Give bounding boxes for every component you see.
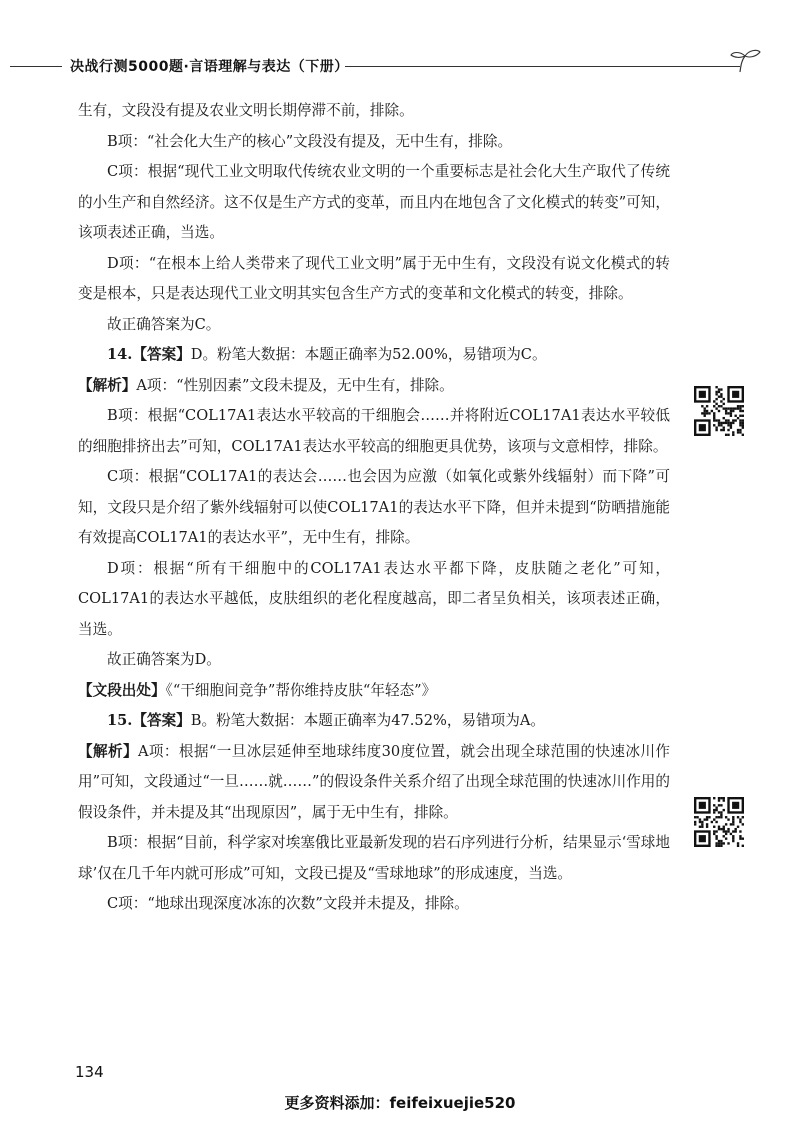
qr-code-icon[interactable] (694, 386, 744, 436)
footer-note: 更多资料添加：feifeixuejie520 (284, 1094, 516, 1112)
answer-explanation-body (78, 96, 670, 920)
paragraph: B项：根据“目前，科学家对埃塞俄比亚最新发现的岩石序列进行分析，结果显示‘雪球地球’仅在几千年内就可形成”可知，文段已提及“雪球地球”的形成速度，当选。 (78, 834, 670, 882)
running-header (0, 48, 800, 78)
source-heading: 【文段出处】《“干细胞间竞争”帮你维持皮肤“年轻态”》 (78, 681, 437, 699)
paragraph: C项：根据“现代工业文明取代传统农业文明的一个重要标志是社会化大生产取代了传统的小生产和自然经济。这不仅是生产方式的变革，而且内在地包含了文化模式的转变”可知，该项表述正确，当选。 (78, 163, 670, 241)
paragraph: C项：根据“COL17A1的表达会……也会因为应激（如氧化或紫外线辐射）而下降”可知，文段只是介绍了紫外线辐射可以使COL17A1的表达水平下降，但并未提到“防晒措施能有效提高COL17A1的表达水平”，无中生有，排除。 (78, 468, 670, 546)
paragraph: B项：“社会化大生产的核心”文段没有提及，无中生有，排除。 (107, 132, 513, 150)
header-rule-left (10, 66, 62, 67)
answer-heading: 14.【答案】D。粉笔大数据：本题正确率为52.00%，易错项为C。 (107, 346, 547, 363)
answer-heading: 15.【答案】B。粉笔大数据：本题正确率为47.52%，易错项为A。 (107, 712, 545, 729)
paragraph: C项：“地球出现深度冰冻的次数”文段并未提及，排除。 (107, 895, 469, 912)
analysis-heading: 【解析】A项：根据“一旦冰层延伸至地球纬度30度位置，就会出现全球范围的快速冰川作用”可知，文段通过“一旦……就……”的假设条件关系介绍了出现全球范围的快速冰川作用的假设条件，并未提及其“出现原因”，属于无中生有，排除。 (78, 742, 670, 821)
analysis-tag: 【解析】 (78, 742, 138, 760)
paragraph: D项：“在根本上给人类带来了现代工业文明”属于无中生有，文段没有说文化模式的转变是根本，只是表达现代工业文明其实包含生产方式的变革和文化模式的转变，排除。 (78, 254, 670, 302)
paragraph: B项：根据“COL17A1表达水平较高的干细胞会……并将附近COL17A1表达水平较低的细胞排挤出去”可知，COL17A1表达水平较高的细胞更具优势，该项与文意相悖，排除。 (78, 407, 670, 455)
page-number: 134 (75, 1063, 104, 1081)
analysis-tag: 【解析】 (78, 376, 137, 394)
qr-code-icon[interactable] (694, 797, 744, 847)
header-rule-right (345, 66, 740, 67)
answer-tag: 15.【答案】 (107, 712, 191, 729)
paragraph: 生有，文段没有提及农业文明长期停滞不前，排除。 (78, 102, 414, 119)
source-tag: 【文段出处】 (78, 681, 166, 699)
paragraph: D项：根据“所有干细胞中的COL17A1表达水平都下降，皮肤随之老化”可知，COL17A1的表达水平越低，皮肤组织的老化程度越高，即二者呈负相关，该项表述正确，当选。 (78, 559, 670, 638)
sprout-leaf-icon (728, 48, 762, 74)
analysis-heading: 【解析】A项：“性别因素”文段未提及，无中生有，排除。 (78, 376, 454, 394)
paragraph: 故正确答案为C。 (107, 315, 221, 333)
paragraph: 故正确答案为D。 (107, 651, 221, 668)
header-title: 决战行测5000题·言语理解与表达（下册） (70, 59, 349, 75)
answer-tag: 14.【答案】 (107, 346, 191, 363)
